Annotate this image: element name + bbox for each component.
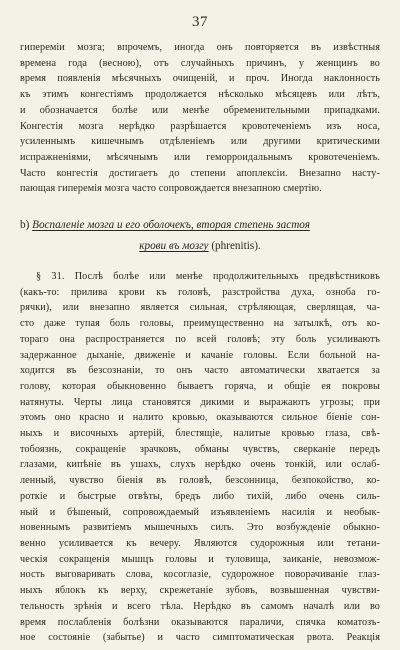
text-line: время послабленія болѣзни оказываются параличи, спячка коматозъ- [20,616,380,628]
section-title-italic-part2: крови въ мозгу [139,240,209,253]
text-line: ное состояніе (забытье) и часто симптоматическая рвота. Реакція [20,632,380,644]
text-line: (какъ-то: прилива крови къ головѣ, разстройства духа, озноба го- [20,286,380,298]
paragraph-section-31 [20,269,380,646]
text-line: тельность зрѣнія и всего тѣла. Нерѣдко въ самомъ началѣ или во [20,600,380,612]
text-line: роткіе и быстрые отвѣты, бредъ либо тихій, либо очень силь- [20,490,380,502]
text-line: ходится въ безсознаніи, то онъ часто автоматически хватается за [20,365,380,377]
page-number: 37 [192,14,208,30]
text-line: рячки), или внезапно является сильная, стрѣляющая, сверлящая, ча- [20,302,380,314]
text-line: усиленнымъ кишечнымъ отдѣленіемъ или другими критическими [20,136,380,148]
text-line: ныхъ и височныхъ артерій, блестящіе, налитые кровью глаза, свѣ- [20,428,380,440]
text-line: испражненіями, мѣсячнымъ или геморроидальнымъ кровотеченіемъ. [20,151,380,163]
text-line: натянуты. Черты лица становятся дикими и выражаютъ угрозы; при [20,396,380,408]
paragraph-hyperemia-ending [20,40,380,197]
text-line: венно усиливается къ вечеру. Являются судорожныя или тетани- [20,537,380,549]
text-line: время появленія мѣсячныхъ очищеній, и проч. Иногда наклонность [20,73,380,85]
text-line: ленный, чувство біенія въ головѣ, безсонница, безпокойство, ко- [20,475,380,487]
text-line: гиперемiи мозга; впрочемъ, иногда онъ повторяется въ извѣстныя [20,42,380,53]
section-title-italic-part1: Воспаленіе мозга и его оболочекъ, вторая степень застоя [32,219,310,232]
text-line: ныхъ яблокъ къ верху, скрежетаніе зубовъ, возвышенная чувстви- [20,585,380,597]
text-line: ный и бѣшеный, сопровождаемый изъявленіемъ насилія и необык- [20,506,380,518]
text-line: сто даже тупая боль головы, преимущественно на затылкѣ, отъ ко- [20,318,380,330]
text-line: новеннымъ развитіемъ мышечныхъ силъ. Это возбужденіе обыкно- [20,522,380,534]
section-heading [20,215,380,257]
text-line: тораго она распространяется по всей головѣ; эту боль усиливаютъ [20,333,380,345]
text-line: § 31. Послѣ болѣе или менѣе продолжительныхъ предвѣстниковъ [36,271,380,283]
text-line: Конгестія мозга нерѣдко разрѣшается кровотеченіемъ изъ носа, [20,120,380,132]
text-line: глазами, кипѣніе въ ушахъ, слухъ нерѣдко очень тонкій, или ослаб- [20,459,380,471]
text-line: ческія сокращенія мышцъ головы и туловища, заиканіе, невозмож- [20,553,380,565]
text-line: Часто конгестія достигаетъ до степени апоплексіи. Внезапно насту- [20,167,380,179]
section-letter: b) [20,219,30,232]
text-line: ность выговаривать слова, косоглазіе, судорожное поворачиваніе глаз- [20,569,380,581]
text-line: пающая гиперемія мозга часто сопровождается внезапною смертію. [20,183,322,195]
text-line: голову, которая обыкновенно бываетъ горяча, и общіе ея покровы [20,380,380,392]
text-line: и обозначается болѣе или менѣе обременительными припадками. [20,104,380,116]
section-title-latin: (phrenitis). [211,240,261,253]
text-line: этомъ оно красно и налито кровью, оказываются сильное біеніе сон- [20,412,380,424]
text-line: тобоязнь, сокращеніе зрачковъ, обманы чувствъ, сверканіе передъ [20,443,380,455]
text-line: къ этимъ конгестіямъ продолжается нѣсколько мѣсяцевъ или лѣтъ, [20,89,380,101]
text-line: времена года (весною), отъ случайныхъ причинъ, у женщинъ во [20,57,380,69]
text-line: задержанное дыханіе, движеніе и качаніе головы. Если больной на- [20,349,380,361]
